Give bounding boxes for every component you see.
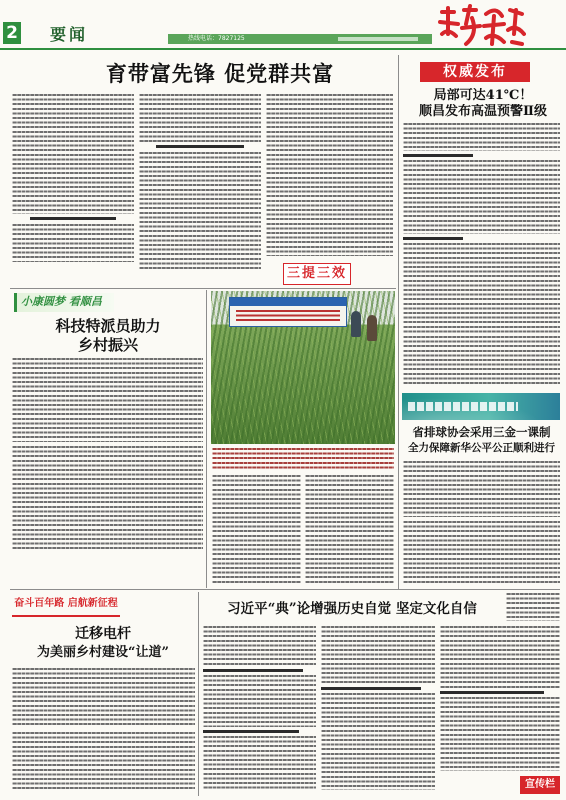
power-headline-line2[interactable]: 为美丽乡村建设“让道” (37, 645, 169, 660)
body-text (266, 94, 393, 256)
body-text (212, 475, 301, 583)
body-text (440, 697, 560, 771)
lead-label: 三提三效 (283, 263, 351, 285)
body-text (12, 668, 195, 728)
subhead (203, 669, 303, 672)
weather-headline-line2[interactable]: 顺昌发布高温预警Ⅱ级 (419, 104, 547, 119)
power-headline-line1[interactable]: 迁移电杆 (75, 626, 131, 642)
body-text (12, 732, 195, 792)
series-banner-lettering (408, 402, 518, 411)
masthead-logo (436, 4, 526, 50)
body-text (403, 461, 560, 517)
body-text (305, 475, 394, 583)
body-text (403, 160, 560, 234)
photo-person (351, 311, 361, 337)
divider (198, 592, 199, 796)
column-tag: 小康圆梦 看顺昌 (14, 293, 114, 312)
lead-headline[interactable]: 育带富先锋 促党群共富 (105, 61, 335, 86)
divider (206, 290, 207, 588)
body-text (203, 736, 316, 790)
body-text (403, 243, 560, 333)
editor-credit-text (338, 37, 418, 41)
culture-headline[interactable]: 习近平“典”论增强历史自觉 坚定文化自信 (227, 601, 477, 617)
body-text (403, 521, 560, 585)
subhead (30, 217, 116, 220)
body-text (203, 675, 316, 727)
editor-info-bar (168, 34, 432, 44)
body-text (403, 336, 560, 386)
signboard-band (230, 298, 346, 306)
series-banner-image (402, 393, 560, 420)
page-number: 2 (3, 22, 21, 44)
weather-headline-line1[interactable]: 局部可达41℃！ (433, 88, 533, 103)
divider (10, 288, 396, 289)
photo-person (367, 315, 377, 341)
body-text (321, 693, 435, 790)
body-text (12, 94, 134, 214)
divider (398, 55, 399, 590)
subhead (321, 687, 421, 690)
volleyball-headline-line2[interactable]: 全力保障新华公平公正顺利进行 (408, 442, 555, 454)
divider (10, 589, 560, 590)
signboard-text (236, 310, 340, 323)
body-text (403, 123, 560, 151)
volleyball-headline-line1[interactable]: 省排球协会采用三金一课制 (412, 425, 551, 439)
tech-headline-line1[interactable]: 科技特派员助力 (55, 317, 161, 335)
photo-signboard (229, 297, 347, 327)
header-rule (0, 48, 566, 50)
photo-caption (212, 448, 394, 469)
bulletin-tag: 宣传栏 (520, 776, 560, 794)
subhead (403, 154, 473, 157)
body-text (506, 593, 560, 621)
hotline-text: 热线电话：7827125 (188, 35, 245, 42)
body-text (139, 94, 261, 142)
body-text (321, 626, 435, 684)
section-title: 要闻 (50, 25, 89, 44)
subhead (440, 691, 544, 694)
body-text (203, 626, 316, 666)
tech-headline-line2[interactable]: 乡村振兴 (77, 336, 138, 354)
subhead (156, 145, 244, 148)
body-text (440, 626, 560, 688)
body-text (12, 446, 203, 552)
subhead (203, 730, 299, 733)
authority-release-tag: 权威发布 (420, 62, 530, 82)
subhead (403, 237, 463, 240)
column-tag: 奋斗百年路 启航新征程 (12, 597, 120, 617)
body-text (12, 224, 134, 262)
body-text (139, 152, 261, 270)
body-text (12, 358, 203, 442)
rice-field-photo (211, 291, 395, 444)
